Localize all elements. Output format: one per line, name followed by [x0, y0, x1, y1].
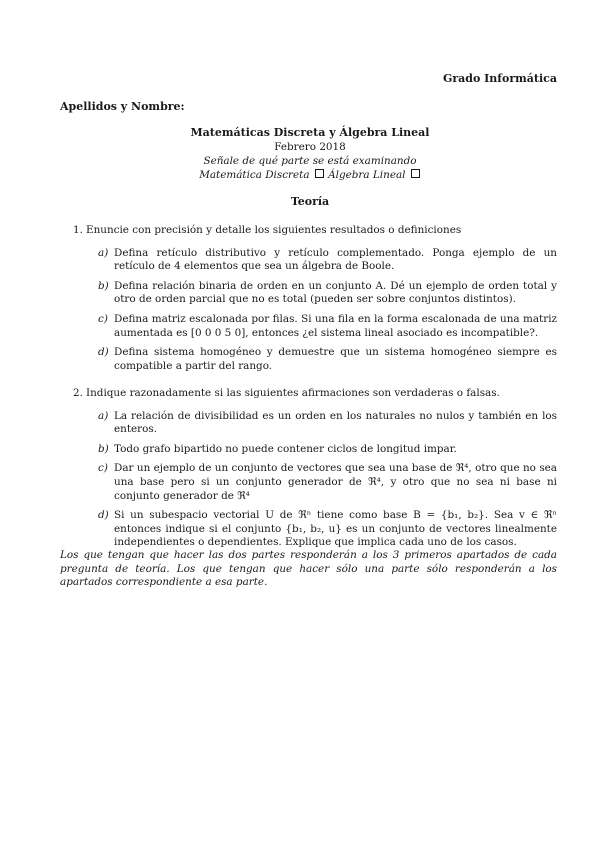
subitem-label: a) [98, 409, 109, 422]
subitem-label: c) [98, 462, 108, 475]
subitem-2d [60, 509, 557, 550]
program-name: Grado Informática [442, 72, 557, 85]
subitem-text: Defina sistema homogéneo y demuestre que un sistema homogéneo siempre es compatible a partir del rango. [114, 346, 557, 372]
subitem-text: La relación de divisibilidad es un orden en los naturales no nulos y también en los enteros. [114, 409, 557, 436]
subitem-text: Defina relación binaria de orden en un conjunto A. Dé un ejemplo de orden total y otro de orden parcial que no es total (pueden ser sobre conjuntos distintos). [114, 279, 557, 306]
section-title: Teoría [290, 195, 330, 208]
subitem-1c [60, 313, 557, 340]
subitem-2a [60, 410, 557, 437]
question-text: Enuncie con precisión y detalle los siguientes resultados o definiciones [86, 224, 462, 236]
name-label: Apellidos y Nombre: [60, 100, 185, 113]
subitem-text: Todo grafo bipartido no puede contener ciclos de longitud impar. [114, 442, 457, 455]
checkbox-discreta[interactable] [315, 169, 324, 178]
subitem-label: c) [98, 312, 108, 325]
subitem-2c [60, 462, 557, 503]
question-2 [60, 387, 557, 556]
exam-instruction: Señale de qué parte se está examinando [203, 155, 417, 167]
option-discreta-label: Matemática Discreta [199, 169, 310, 181]
part-selection [60, 169, 560, 183]
subitem-label: a) [98, 246, 109, 259]
subitem-1a [60, 247, 557, 274]
question-number: 1. [73, 224, 83, 236]
subitem-label: d) [98, 509, 109, 522]
subitem-1d [60, 346, 557, 373]
option-algebra-label: Álgebra Lineal [328, 169, 406, 181]
question-number: 2. [73, 387, 83, 399]
exam-date: Febrero 2018 [274, 141, 346, 153]
subitem-text: Defina matriz escalonada por filas. Si una fila en la forma escalonada de una matriz aumentada es [0 0 0 5 0], entonces ¿el sistema lineal asociado es incompatible?. [114, 312, 557, 339]
exam-subject: Matemáticas Discreta y Álgebra Lineal [190, 126, 430, 139]
subitem-2b [60, 443, 557, 457]
question-text: Indique razonadamente si las siguientes afirmaciones son verdaderas o falsas. [86, 387, 500, 399]
checkbox-algebra[interactable] [411, 169, 420, 178]
subitem-label: b) [98, 279, 109, 292]
question-1 [60, 224, 557, 379]
subitem-label: b) [98, 442, 109, 455]
instructions-note: Los que tengan que hacer las dos partes responderán a los 3 primeros apartados de cada pregunta de teoría. Los que tengan que hacer sólo una parte sólo responderán a los apartados correspondiente a esa parte. [60, 549, 557, 589]
subitem-text: Dar un ejemplo de un conjunto de vectores que sea una base de ℜ⁴, otro que no sea una base pero si un conjunto generador de ℜ⁴, y otro que no sea ni base ni conjunto generador de ℜ⁴ [114, 462, 557, 502]
subitem-text: Defina retículo distributivo y retículo complementado. Ponga ejemplo de un retículo de 4 elementos que sea un álgebra de Boole. [114, 246, 557, 273]
subitem-label: d) [98, 346, 109, 359]
subitem-1b [60, 280, 557, 307]
subitem-text: Si un subespacio vectorial U de ℜⁿ tiene como base B = {b₁, b₂}. Sea v ∈ ℜⁿ entonces indique si el conjunto {b₁, b₂, u} es un conjunto de vectores linealmente independientes o dependientes. Explique que implica cada uno de los casos. [114, 509, 557, 549]
